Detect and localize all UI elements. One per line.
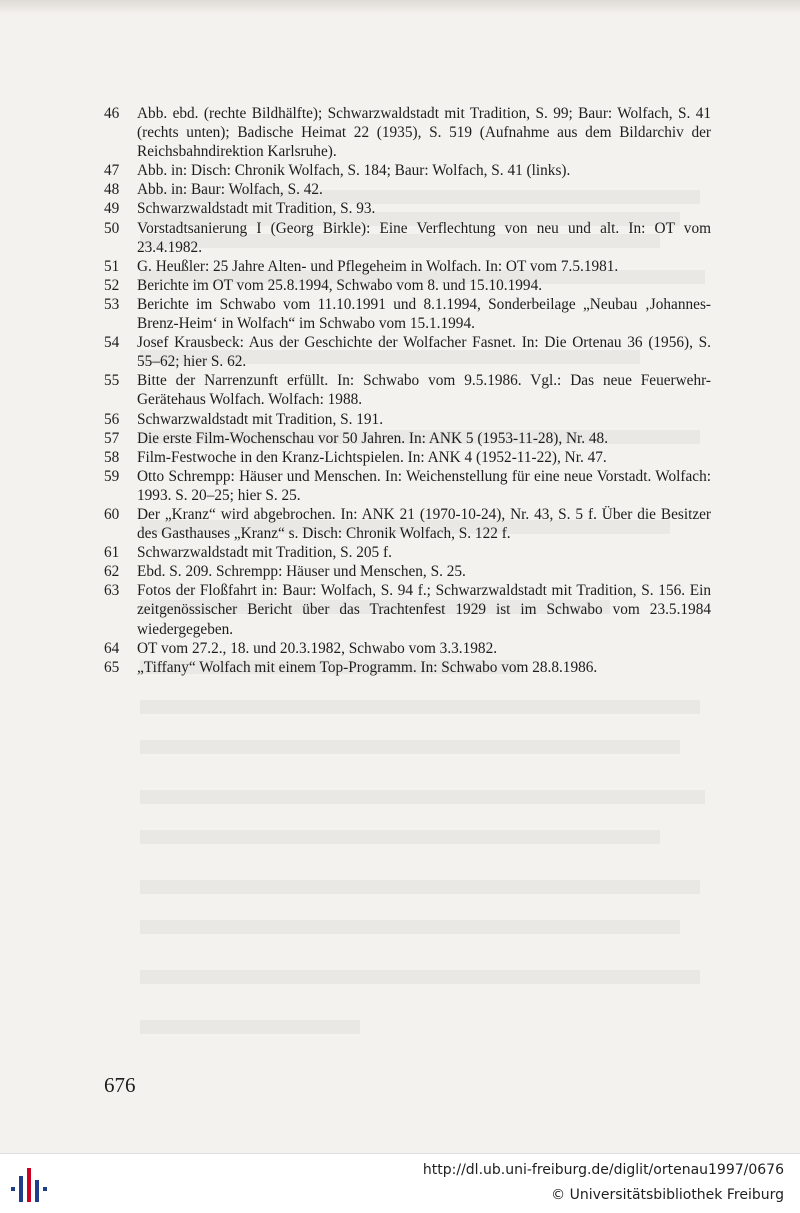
footnote-number: 50: [104, 219, 120, 237]
footnote-number: 49: [104, 200, 120, 218]
footnote-text: Vorstadtsanierung I (Georg Birkle): Eine Verflechtung von neu und alt. In: OT vom 23.4.1982.: [137, 219, 711, 256]
footnote-number: 46: [104, 105, 120, 122]
footnote-item: [104, 295, 711, 333]
footnote-number: 53: [104, 295, 120, 313]
footnote-item: [104, 658, 711, 677]
logo-bar-5: [43, 1187, 47, 1191]
footnote-item: [104, 161, 711, 180]
footnote-text: G. Heußler: 25 Jahre Alten- und Pflegeheim in Wolfach. In: OT vom 7.5.1981.: [137, 257, 619, 275]
footnote-number: 62: [104, 563, 120, 581]
footnote-number: 64: [104, 639, 120, 657]
footnote-text: Ebd. S. 209. Schrempp: Häuser und Menschen, S. 25.: [137, 563, 466, 581]
copyright-text: © Universitätsbibliothek Freiburg: [551, 1187, 784, 1203]
footnote-text: Schwarzwaldstadt mit Tradition, S. 205 f.: [137, 544, 392, 562]
footnote-number: 59: [104, 467, 120, 485]
footnote-item: [104, 467, 711, 505]
footnote-item: [104, 505, 711, 543]
footnote-number: 58: [104, 448, 120, 466]
footnote-number: 56: [104, 410, 120, 428]
footnote-number: 54: [104, 334, 120, 352]
footnote-item: [104, 429, 711, 448]
logo-bar-4: [35, 1180, 39, 1202]
footnote-text: Bitte der Narrenzunft erfüllt. In: Schwabo vom 9.5.1986. Vgl.: Das neue Feuerwehr-Gerätehaus Wolfach. Wolfach: 1988.: [137, 372, 711, 409]
footnote-text: Die erste Film-Wochenschau vor 50 Jahren. In: ANK 5 (1953-11-28), Nr. 48.: [137, 429, 609, 447]
footnote-number: 47: [104, 162, 120, 180]
footnote-text: Schwarzwaldstadt mit Tradition, S. 93.: [137, 200, 376, 218]
footnote-number: 65: [104, 658, 120, 676]
footnote-item: [104, 639, 711, 658]
footnote-item: [104, 543, 711, 562]
footnote-text: Berichte im OT vom 25.8.1994, Schwabo vom 8. und 15.10.1994.: [137, 276, 543, 294]
footnote-text: Film-Festwoche in den Kranz-Lichtspielen. In: ANK 4 (1952-11-22), Nr. 47.: [137, 448, 607, 466]
footnote-number: 52: [104, 276, 120, 294]
footnote-text: OT vom 27.2., 18. und 20.3.1982, Schwabo vom 3.3.1982.: [137, 639, 498, 657]
footnote-text: Schwarzwaldstadt mit Tradition, S. 191.: [137, 410, 384, 428]
footnote-text: „Tiffany“ Wolfach mit einem Top-Programm. In: Schwabo vom 28.8.1986.: [137, 658, 598, 676]
footnote-item: [104, 199, 711, 218]
footnote-number: 61: [104, 544, 120, 562]
footnote-item: [104, 448, 711, 467]
footnote-item: [104, 276, 711, 295]
footnote-number: 51: [104, 257, 120, 275]
footnote-item: [104, 371, 711, 409]
page-top-shadow: [0, 0, 800, 14]
footnote-text: Fotos der Floßfahrt in: Baur: Wolfach, S. 94 f.; Schwarzwaldstadt mit Tradition, S. 156. Ein zeitgenössischer Bericht über das Trachtenfest 1929 ist im Schwabo vom 23.5.1984 wiedergegeben.: [137, 582, 711, 638]
page-number: 676: [104, 1073, 136, 1097]
footnote-text: Otto Schrempp: Häuser und Menschen. In: Weichenstellung für eine neue Vorstadt. Wolfach: 1993. S. 20–25; hier S. 25.: [137, 467, 711, 504]
footnote-item: [104, 180, 711, 199]
footnote-number: 63: [104, 582, 120, 600]
logo-bar-2: [19, 1176, 23, 1202]
footnote-text: Abb. ebd. (rechte Bildhälfte); Schwarzwaldstadt mit Tradition, S. 99; Baur: Wolfach, S. 41 (rechts unten); Badische Heimat 22 (1935), S. 519 (Aufnahme aus dem Bildarchiv der Reichsbahndirektion Karlsruhe).: [137, 105, 711, 161]
ub-freiburg-logo-icon: [10, 1168, 52, 1202]
footnote-item: [104, 581, 711, 638]
footnote-text: Josef Krausbeck: Aus der Geschichte der Wolfacher Fasnet. In: Die Ortenau 36 (1956), S. 55–62; hier S. 62.: [137, 334, 711, 371]
logo-bar-3: [27, 1168, 31, 1202]
footer-bar: [0, 1153, 800, 1213]
footnote-item: [104, 219, 711, 257]
footnote-text: Abb. in: Disch: Chronik Wolfach, S. 184; Baur: Wolfach, S. 41 (links).: [137, 162, 571, 180]
footnote-text: Abb. in: Baur: Wolfach, S. 42.: [137, 181, 323, 199]
permalink-link[interactable]: http://dl.ub.uni-freiburg.de/diglit/ortenau1997/0676: [422, 1162, 784, 1178]
footnote-item: [104, 562, 711, 581]
footnote-list: [104, 104, 711, 677]
footnote-number: 57: [104, 429, 120, 447]
footnote-item: [104, 333, 711, 371]
footnote-text: Berichte im Schwabo vom 11.10.1991 und 8.1.1994, Sonderbeilage „Neubau ‚Johannes-Brenz-Heim‘ in Wolfach“ im Schwabo vom 15.1.1994.: [137, 295, 711, 333]
footnote-item: [104, 257, 711, 276]
footnote-item: [104, 410, 711, 429]
footnote-item: [104, 104, 711, 161]
footnote-text: Der „Kranz“ wird abgebrochen. In: ANK 21 (1970-10-24), Nr. 43, S. 5 f. Über die Besitzer des Gasthauses „Kranz“ s. Disch: Chronik Wolfach, S. 122 f.: [137, 505, 711, 543]
footnote-number: 60: [104, 505, 120, 523]
footnote-number: 55: [104, 372, 120, 390]
footnote-number: 48: [104, 181, 120, 199]
logo-bar-1: [11, 1187, 15, 1191]
